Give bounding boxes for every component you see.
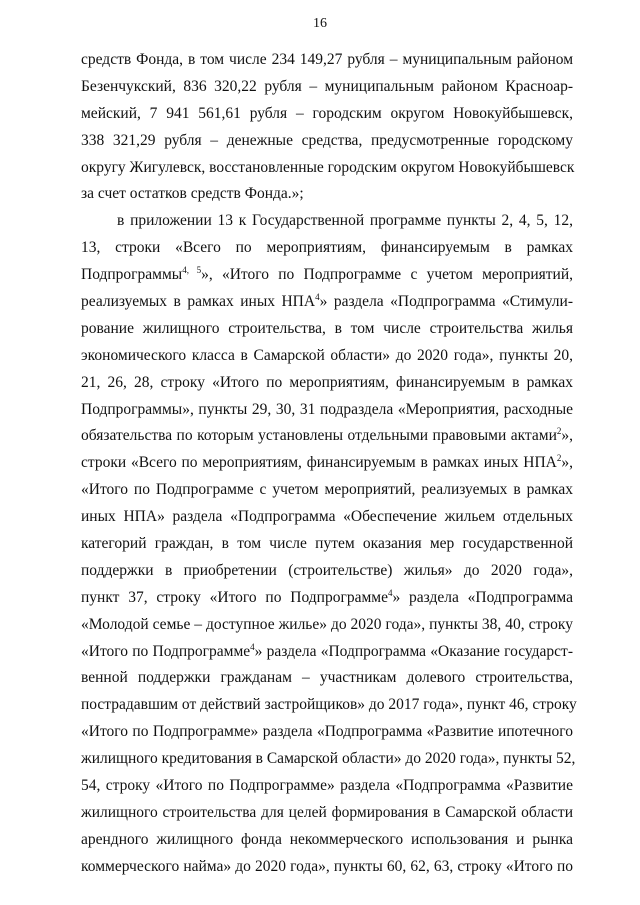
- text-run: » раздела «Подпрограмма «Стимули-: [319, 293, 574, 311]
- text-line: [81, 343, 573, 370]
- text-run: строки «Всего по мероприятиям, финансируемым в рамках иных НПА: [81, 454, 557, 472]
- text-run: 21, 26, 28, строку «Итого по мероприятиям, финансируемым в рамках: [81, 373, 573, 391]
- paragraph: [81, 47, 573, 208]
- text-run: мейский, 7 941 561,61 рубля – городским округом Новокуйбышевск,: [81, 104, 573, 122]
- paragraph: [81, 208, 577, 880]
- text-run: арендного жилищного фонда некоммерческого использования и рынка: [81, 830, 573, 848]
- text-line: [81, 262, 573, 289]
- text-line: [81, 639, 573, 666]
- text-run: жилищного кредитования в Самарской области» до 2020 года», пункты 52,: [81, 750, 576, 768]
- text-run: рование жилищного строительства, в том числе строительства жилья: [81, 319, 573, 337]
- text-run: реализуемых в рамках иных НПА: [81, 293, 316, 311]
- text-line: [81, 181, 573, 208]
- text-line: [81, 854, 573, 881]
- text-run: 54, строку «Итого по Подпрограмме» раздела «Подпрограмма «Развитие: [81, 777, 573, 795]
- text-line: [81, 665, 573, 692]
- text-line: [81, 800, 573, 827]
- text-run: округу Жигулевск, восстановленные городским округом Новокуйбышевск: [81, 158, 575, 176]
- text-line: [81, 155, 573, 182]
- footnote-marker: 4: [387, 587, 393, 598]
- text-run: Подпрограммы: [81, 266, 183, 284]
- text-run: экономического класса в Самарской области» до 2020 года», пункты 20,: [81, 346, 573, 364]
- text-line: [81, 316, 573, 343]
- text-line: [81, 235, 573, 262]
- text-run: 13, строки «Всего по мероприятиям, финансируемым в рамках: [81, 239, 573, 257]
- text-line: [81, 531, 573, 558]
- text-run: «Итого по Подпрограмме» раздела «Подпрограмма «Развитие ипотечного: [81, 723, 573, 741]
- text-run: Безенчукский, 836 320,22 рубля – муниципальным районом Красноар-: [81, 77, 573, 95]
- text-run: категорий граждан, в том числе путем оказания мер государственной: [81, 535, 573, 553]
- text-run: «Итого по Подпрограмме: [81, 642, 251, 660]
- text-line: [81, 450, 573, 477]
- text-run: »,: [561, 427, 573, 445]
- text-run: в приложении 13 к Государственной программе пункты 2, 4, 5, 12,: [117, 212, 573, 230]
- text-line: [81, 397, 573, 424]
- footnote-marker: 4, 5: [182, 265, 202, 276]
- text-run: «Молодой семье – доступное жилье» до 2020 года», пункты 38, 40, строку: [81, 615, 573, 633]
- text-run: поддержки в приобретении (строительстве) жилья» до 2020 года»,: [81, 561, 573, 579]
- text-line: [81, 128, 573, 155]
- text-run: » раздела «Подпрограмма: [392, 588, 573, 606]
- footnote-marker: 4: [250, 641, 255, 652]
- text-run: », «Итого по Подпрограмме с учетом мероприятий,: [201, 266, 573, 284]
- text-line: [81, 827, 573, 854]
- text-run: 338 321,29 рубля – денежные средства, предусмотренные городскому: [81, 131, 573, 149]
- text-line: [81, 101, 573, 128]
- text-run: »,: [561, 454, 573, 472]
- text-run: пострадавшим от действий застройщиков» до 2017 года», пункт 46, строку: [81, 696, 577, 714]
- text-line: [81, 773, 573, 800]
- text-line: [81, 423, 573, 450]
- text-line: [81, 746, 576, 773]
- text-run: за счет остатков средств Фонда.»;: [81, 185, 304, 203]
- text-run: Подпрограммы», пункты 29, 30, 31 подраздела «Мероприятия, расходные: [81, 400, 573, 418]
- text-run: жилищного строительства для целей формирования в Самарской области: [81, 803, 573, 821]
- text-run: коммерческого найма» до 2020 года», пункты 60, 62, 63, строку «Итого по: [81, 857, 573, 875]
- text-run: » раздела «Подпрограмма «Оказание государст-: [254, 642, 573, 660]
- text-line: [81, 504, 573, 531]
- text-line: [81, 692, 577, 719]
- text-run: венной поддержки гражданам – участникам долевого строительства,: [81, 669, 573, 687]
- text-run: «Итого по Подпрограмме с учетом мероприятий, реализуемых в рамках: [81, 481, 573, 499]
- text-run: пункт 37, строку «Итого по Подпрограмме: [81, 588, 388, 606]
- footnote-marker: 4: [315, 292, 320, 303]
- text-line: [81, 612, 573, 639]
- text-line: [81, 74, 573, 101]
- text-line: [81, 289, 573, 316]
- text-line: [81, 585, 573, 612]
- text-line: [81, 719, 573, 746]
- text-run: иных НПА» раздела «Подпрограмма «Обеспечение жильем отдельных: [81, 508, 573, 526]
- page-number: 16: [313, 16, 327, 31]
- text-line: [81, 558, 573, 585]
- document-body: [81, 47, 577, 881]
- text-line: [81, 370, 573, 397]
- text-line: [81, 208, 573, 235]
- text-run: обязательства по которым установлены отдельными правовыми актами: [81, 427, 557, 445]
- text-run: средств Фонда, в том числе 234 149,27 рубля – муниципальным районом: [81, 51, 573, 68]
- footnote-marker: 2: [556, 453, 562, 464]
- text-line: [81, 477, 573, 504]
- text-line: [81, 47, 573, 74]
- footnote-marker: 2: [556, 426, 562, 437]
